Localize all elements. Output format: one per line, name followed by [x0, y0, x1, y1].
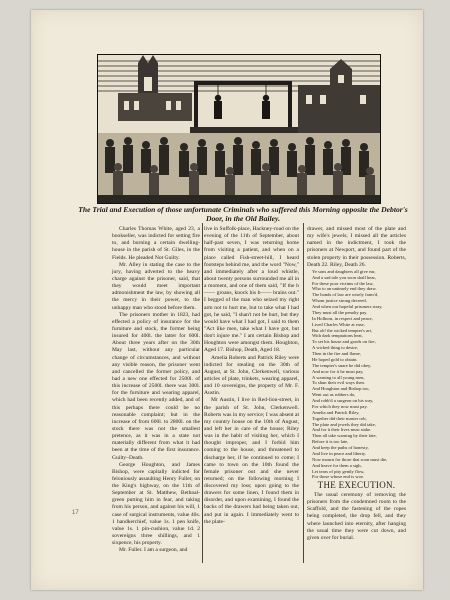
verse-line: And when our hopeful prisoners stray, [312, 304, 383, 310]
verse-line: And keep the paths of honesty, [312, 445, 369, 451]
verse-line: For these poor victims of the law, [312, 280, 374, 286]
text-column-left [112, 226, 200, 554]
verse-line: The tempter's snare he did obey, [312, 362, 372, 368]
verse-line: In Holborn, in respect and peace, [312, 315, 373, 321]
verse-line: The bonds of law are wisely fram'd, [312, 292, 379, 298]
column-divider [202, 223, 203, 563]
verse-line: Let tears of pity gently flow, [312, 468, 365, 474]
execution-woodcut-illustration [97, 54, 381, 204]
verse-line: To set his house and goods on fire, [312, 339, 376, 345]
verse-line: Together did their master rob, [312, 415, 367, 421]
verse-line: For which they now must pay. [312, 403, 368, 409]
verse-line: Amelia and Patrick Riley, [312, 409, 360, 415]
margin-mark: 17 [72, 510, 79, 516]
verse-block [307, 269, 406, 481]
verse-line: But oh! the wicked tempter's art, [312, 327, 373, 333]
verse-line: And a sad tale you soon shall hear, [312, 274, 376, 280]
verse-line: With dark temptations beat, [312, 333, 363, 339]
paragraph: George Houghton, and James Bishop, were capitally indicted for feloniously assaulting Henry Fuller, on the King's highway, on the 11th of September at St. Matthew, Bethnal-green putting him in fear, and taking from his person, and against his will, 1 case of surgical instruments, value 40s. 1 handkerchief, value 1s. 1 pen knife, value 1s. 1 pin-cushion, value 1d. 2 sovereigns three shillings, and 1 sixpence, his property. [112, 461, 200, 547]
broadside-sheet [31, 10, 423, 590]
verse-line: And for it their lives must stake. [312, 427, 372, 433]
paragraph: Mr. Alley in stating the case to the jury, having adverted to the heavy charge against the prisoner, said, that they would meet important admonishment the law, by showing all the mercy in their power, to the unhappy man who stood before them. [112, 261, 200, 311]
verse-line: And heave for them a sigh, [312, 462, 362, 468]
execution-heading: THE EXECUTION. [317, 480, 396, 491]
verse-line: Ye sons and daughters all give ear, [312, 268, 376, 274]
verse-line: To shun their evil ways then. [312, 380, 366, 386]
paragraph: The prisoners mother in 1823, had effected a policy of insurance for the furniture and stock, the former being insured for 400l. the latter for 600l. About three years after on the 30th May last, without any particular change of circumstances, and without any visible reason, the prisoner went and cancelled the former policy, and had a new one effected for 2500l. of this increase of 2500l. there was 300l. for the furniture and wearing apparel, which had been recently added, and of this perhaps there could be no reasonable complaint; but in the increase of from 600l. to 2800l. on the stock there was not the smallest pretence, as it was in a state not materially different from what it had been at the time of the first insurance. Guilty–Death. [112, 311, 200, 461]
verse-line: He hoped gold to obtain. [312, 356, 358, 362]
verse-line: Before it is too late, [312, 439, 349, 445]
verse-line: Lived Charles White at ease, [312, 321, 365, 327]
verse-line: Who to an untimely end they draw. [312, 286, 377, 292]
paragraph: Mr. Fuller. I am a surgeon, and [119, 547, 188, 554]
verse-line: Whom justice strong decreed, [312, 298, 367, 304]
verse-line: They must all the penalty pay. [312, 309, 368, 315]
verse-line: A warning to all young men, [312, 374, 365, 380]
verse-line: Went out as robbers do, [312, 392, 356, 398]
verse-line: And live in peace and liberty. [312, 450, 367, 456]
paragraph: Amelia Roberts and Patrick Riley were indicted for stealing on the 30th of August, at St. John, Clerkenwell, various articles of plate, trinkets, wearing apparel, and 10 sovereigns, the property of Mr. F. Austin. [204, 354, 299, 397]
paragraph: Mr Austin, I live in Red-lion-street, in the parish of St. John, Clerkenwell. Roberts was in my service; I was absent at my country house on the 10th of August, and left her in care of the house; Riley was in the habit of visiting her, which I thought improper, and I forbid him coming to the house, and threatened to discharge her, if he continued to come; I came to town on the 10th found the female prisoner out and she never returned; on the following morning I discovered my loss; upon going to the drawers for some linen, I found them in disorder, and upon examining, I found the backs of the drawers had being taken out, and put in again. I immediately went to the plate- [204, 397, 299, 525]
verse-line: The plate and jewels they did take, [312, 421, 376, 427]
verse-line: For those whose end is woe. [312, 474, 365, 480]
column-divider [303, 223, 304, 563]
text-column-middle [204, 226, 299, 526]
verse-line: A wicked thing to desire, [312, 345, 359, 351]
verse-line: And now for it he must pay, [312, 368, 364, 374]
verse-line: Now mourn for those that soon must die, [312, 456, 388, 462]
verse-line: Then in the fire and flame, [312, 351, 361, 357]
verse-line: And robb'd a surgeon on his way, [312, 398, 374, 404]
woodcut-caption: The Trial and Execution of those unfortunate Criminals who suffered this Morning opposite the Debtor's Door, in the Old Bailey. [78, 205, 408, 223]
paragraph: Charles Thomas White, aged 23, a bookseller, was indicted for setting fire to, and burning a certain dwelling-house in the parish of St. Giles, in the Fields. He pleaded Not Guilty. [112, 226, 200, 261]
text-column-right [307, 226, 406, 542]
execution-paragraph: The usual ceremony of removing the prisoners from the condemned room to the Scaffold, and the fastening of the ropes being completed, the drop fell, and they where launched into eternity, after hanging the usual time they were cut down, and given over for burial. [307, 491, 406, 541]
paragraph: drawer, and missed most of the plate and my wife's jewels; I missed all the articles named in the indictment, I took the prisoners at Newport, and found part of the stolen property in their possession. Roberts, Death 22. Riley, Death 26. [307, 226, 406, 268]
verse-line: Then all take warning by their fate, [312, 433, 377, 439]
paragraph: live in Suffolk-place, Hackney-road on the evening of the 11th of September, about half-past seven, I was returning home from visiting a patient, and when on a place called Fish-street-hill, I heard footsteps behind me, and the word "Now," and immediately after a loud whistle, about twenty persons surrounded me all in a moment, and one of them said, "If the b—— groans, knock his b—— brains out." I begged of the man who seized my right arm not to hurt me, but to take what I had got, he said, "I shan't not be hurt, but they would have what I had got, I said to them "Act like men, take what I have got, but don't injure me." I am certain Bishop and Houghton were amongst them. Houghton, Aged 17. Bishop, Death, Aged 18. [204, 226, 299, 354]
verse-line: And Houghton and Bishop too, [312, 386, 370, 392]
